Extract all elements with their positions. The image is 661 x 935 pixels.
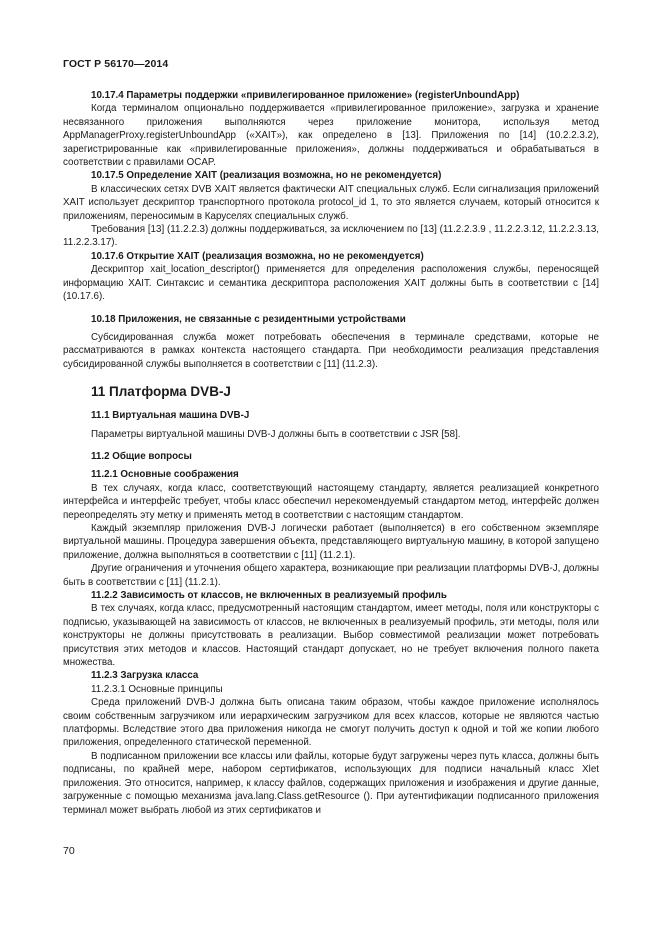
paragraph: В тех случаях, когда класс, предусмотренный настоящим стандартом, имеет методы, поля или конструкторы с подписью, указывающей на зависимость от классов, не включенных в реализуемый профиль, эти методы, поля или конструкторы не должны присутствовать в реализации. Выбор совместимой реализации может потребовать присутствия этих методов и классов. Настоящий стандарт допускает, но не требует включения полного пакета множества. [63, 603, 599, 669]
paragraph: Среда приложений DVB-J должна быть описана таким образом, чтобы каждое приложение исполнялось своим собственным загрузчиком или иерархическим загрузчиком для всех классов, которые не являются частью платформы. Вследствие этого два приложения никогда не смогут получить доступ к одной и той же копии любого приложения, определенного статической переменной. [63, 697, 599, 749]
paragraph: В тех случаях, когда класс, соответствующий настоящему стандарту, является реализацией конкретного интерфейса и интерфейс требует, чтобы класс обеспечил нерекомендуемый стандартом метод, интерфейс должен переопределять эту метку и применять метод в соответствии с настоящим стандартом. [63, 482, 599, 521]
paragraph: Когда терминалом опционально поддерживается «привилегированное приложение», загрузка и хранение несвязанного приложения выполняются через приложение монитора, используя метод AppManagerProxy.registerUnboundApp («XAIT»), как определено в [13]. Приложения по [14] (10.2.2.3.2), зарегистрированные как «привилегированные приложения», должны поддерживаться и обрабатываться в соответствии с правилами OCAP. [63, 103, 599, 169]
paragraph: Субсидированная служба может потребовать обеспечения в терминале средствами, которые не рассматриваются в рамках контекста настоящего стандарта. При необходимости реализация представления субсидированной службы выполняется в соответствии с [11] (11.2.3). [63, 331, 599, 370]
paragraph: Каждый экземпляр приложения DVB-J логически работает (выполняется) в его собственном экземпляре виртуальной машины. Процедура завершения объекта, представляющего виртуальную машину, в которой запущено приложение, должна выполняться в соответствии с [11] (11.2.1). [63, 522, 599, 561]
document-body [63, 89, 599, 817]
paragraph: Дескриптор xait_location_descriptor() применяется для определения расположения службы, переносящей информацию XAIT. Синтаксис и семантика дескриптора расположения XAIT должны быть в соответствии с [14] (10.17.6). [63, 264, 599, 303]
section-heading: 10.17.6 Открытие XAIT (реализация возможна, но не рекомендуется) [91, 250, 424, 262]
subsection-heading: 11.2.3.1 Основные принципы [91, 683, 223, 695]
section-heading: 11.2 Общие вопросы [91, 450, 192, 462]
paragraph: Другие ограничения и уточнения общего характера, возникающие при реализации платформы DVB-J, должны быть в соответствии с [11] (11.2.1). [63, 563, 599, 588]
section-heading: 11.2.3 Загрузка класса [91, 670, 199, 682]
paragraph: Параметры виртуальной машины DVB-J должны быть в соответствии с JSR [58]. [91, 428, 461, 440]
page-number: 70 [63, 845, 75, 857]
section-heading: 11.1 Виртуальная машина DVB-J [91, 410, 250, 422]
chapter-heading: 11 Платформа DVB-J [91, 384, 231, 400]
paragraph: В подписанном приложении все классы или файлы, которые будут загружены через путь класса, должны быть подписаны, по крайней мере, набором сертификатов, использующих для подписи начальный класс Xlet приложения. Это относится, например, к классу файлов, содержащих приложения и изображения и другие данные, загруженные с помощью механизма java.lang.Class.getResource (). При аутентификации подписанного приложения терминал может выбрать любой из этих сертификатов и [63, 750, 599, 816]
section-heading: 10.17.5 Определение XAIT (реализация возможна, но не рекомендуется) [91, 170, 442, 182]
paragraph: В классических сетях DVB XAIT является фактически AIT специальных служб. Если сигнализация приложений XAIT использует дескриптор транспортного протокола protocol_id 1, то это является случаем, который относится к приложениям, переносимым в Каруселях специальных служб. [63, 183, 599, 222]
document-header: ГОСТ Р 56170—2014 [63, 58, 169, 70]
section-heading: 10.18 Приложения, не связанные с резидентными устройствами [91, 313, 406, 325]
paragraph: Требования [13] (11.2.2.3) должны поддерживаться, за исключением по [13] (11.2.2.3.9 , 11.2.2.3.12, 11.2.2.3.13, 11.2.2.3.17). [63, 224, 599, 249]
section-heading: 11.2.1 Основные соображения [91, 469, 239, 481]
section-heading: 11.2.2 Зависимость от классов, не включенных в реализуемый профиль [91, 590, 447, 601]
section-heading: 10.17.4 Параметры поддержки «привилегированное приложение» (registerUnboundApp) [91, 90, 520, 101]
